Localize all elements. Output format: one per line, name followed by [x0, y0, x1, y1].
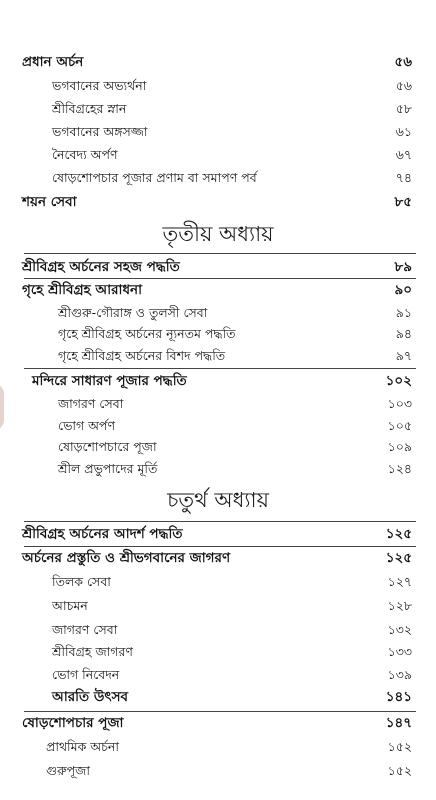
- toc-entry-page: ৭৪: [395, 170, 412, 185]
- toc-entry-title: নৈবেদ্য অর্পণ: [52, 147, 118, 162]
- toc-entry-title: গৃহে শ্রীবিগ্রহ অর্চনের বিশদ পদ্ধতি: [58, 348, 226, 363]
- toc-entry-page: ১০২: [385, 373, 412, 389]
- toc-entry-title: শ্রীল প্রভুপাদের মূর্তি: [58, 461, 158, 476]
- toc-entry: [0, 436, 436, 458]
- toc-entry: [0, 641, 436, 663]
- toc-entry-title: ষোড়শোপচারে পূজা: [58, 439, 157, 454]
- toc-entry-page: ১২৭: [387, 574, 412, 589]
- toc-entry-title: শ্রীবিগ্রহের স্নান: [52, 101, 127, 116]
- toc-entry: [0, 323, 436, 345]
- toc-entry-title: ভোগ নিবেদন: [52, 667, 120, 682]
- toc-entry-title: গুরুপূজা: [46, 763, 90, 778]
- chapter-heading: তৃতীয় অধ্যায়: [162, 222, 274, 246]
- toc-entry: [0, 98, 436, 120]
- toc-entry-title: ভগবানের অঙ্গসজ্জা: [52, 124, 148, 139]
- toc-entry-title: শ্রীবিগ্রহ অর্চনের সহজ পদ্ধতি: [22, 259, 180, 275]
- toc-entry: [0, 51, 436, 73]
- toc-entry-page: ৫৬: [395, 78, 412, 93]
- toc-entry: [0, 370, 436, 392]
- toc-entry-page: ১৪৭: [385, 715, 412, 731]
- toc-entry: [0, 619, 436, 641]
- toc-entry-page: ১২৫: [385, 526, 412, 542]
- toc-entry-page: ১০৯: [387, 439, 412, 454]
- divider: [24, 521, 416, 522]
- toc-entry-title: শ্রীগুরু-গৌরাঙ্গ ও তুলসী সেবা: [58, 305, 208, 320]
- toc-entry: [0, 415, 436, 437]
- toc-entry-title: তিলক সেবা: [52, 574, 111, 589]
- toc-entry: [0, 523, 436, 545]
- toc-entry-title: প্রাথমিক অর্চনা: [46, 739, 119, 754]
- toc-entry: [0, 302, 436, 324]
- toc-entry-page: ১৫২: [387, 763, 412, 778]
- toc-entry: [0, 595, 436, 617]
- toc-entry-page: ৯৭: [395, 348, 412, 363]
- toc-entry-title: আচমন: [52, 598, 88, 613]
- toc-entry-page: ৫৬: [394, 54, 412, 70]
- toc-entry-page: ১০৫: [387, 418, 412, 433]
- toc-entry-page: ৯০: [394, 282, 412, 298]
- toc-entry: [0, 736, 436, 758]
- toc-entry-page: ১২৮: [387, 598, 412, 613]
- toc-entry: [0, 121, 436, 143]
- toc-entry-page: ১৪১: [385, 689, 412, 705]
- toc-entry: [0, 760, 436, 782]
- toc-entry-page: ১০৩: [387, 396, 412, 411]
- divider: [24, 253, 416, 254]
- toc-entry-title: শ্রীবিগ্রহ অর্চনের আদর্শ পদ্ধতি: [22, 526, 183, 542]
- toc-entry: [0, 393, 436, 415]
- toc-entry-title: গৃহে শ্রীবিগ্রহ আরাধনা: [22, 282, 143, 298]
- toc-entry-title: আরতি উৎসব: [52, 689, 129, 705]
- toc-entry-title: প্রধান অর্চন: [22, 54, 84, 70]
- toc-entry-title: মন্দিরে সাধারণ পূজার পদ্ধতি: [32, 373, 187, 389]
- toc-entry-page: ৯৪: [395, 326, 412, 341]
- toc-entry-page: ৫৮: [395, 101, 412, 116]
- toc-entry: [0, 547, 436, 569]
- toc-entry: [0, 686, 436, 708]
- toc-entry-title: ভোগ অর্পণ: [58, 418, 116, 433]
- toc-entry-title: ভগবানের অভ্যর্থনা: [52, 78, 147, 93]
- toc-entry: [0, 256, 436, 278]
- divider: [24, 368, 416, 369]
- toc-entry-page: ৯১: [395, 305, 412, 320]
- toc-entry-title: গৃহে শ্রীবিগ্রহ অর্চনের ন্যূনতম পদ্ধতি: [58, 326, 236, 341]
- toc-entry-page: ১৩২: [387, 622, 412, 637]
- toc-entry-page: ১৫২: [387, 739, 412, 754]
- toc-entry-title: ষোড়শোপচার পূজার প্রণাম বা সমাপণ পর্ব: [52, 170, 257, 185]
- toc-entry-page: ১২৫: [385, 550, 412, 566]
- toc-entry: [0, 167, 436, 189]
- toc-entry-page: ৬১: [395, 124, 412, 139]
- chapter-heading: চতুর্থ অধ্যায়: [167, 488, 269, 512]
- toc-entry-page: ৮৫: [394, 194, 412, 210]
- toc-entry-title: শয়ন সেবা: [22, 194, 77, 210]
- toc-entry: [0, 345, 436, 367]
- toc-entry-title: জাগরণ সেবা: [52, 622, 118, 637]
- toc-entry: [0, 571, 436, 593]
- toc-entry-page: ৮৯: [394, 259, 412, 275]
- toc-entry: [0, 664, 436, 686]
- toc-entry-page: ৬৭: [395, 147, 412, 162]
- toc-entry: [0, 75, 436, 97]
- toc-entry: [0, 458, 436, 480]
- toc-entry: [0, 144, 436, 166]
- toc-entry-title: শ্রীবিগ্রহ জাগরণ: [52, 644, 133, 659]
- toc-entry-page: ১৩৯: [387, 667, 412, 682]
- toc-entry-title: জাগরণ সেবা: [58, 396, 124, 411]
- toc-entry-page: ১৩৩: [387, 644, 412, 659]
- toc-entry-page: ১২৪: [387, 461, 412, 476]
- toc-entry: [0, 279, 436, 301]
- toc-entry-title: ষোড়শোপচার পূজা: [22, 715, 124, 731]
- toc-entry: [0, 712, 436, 734]
- toc-entry: [0, 191, 436, 213]
- toc-entry-title: অর্চনের প্রস্তুতি ও শ্রীভগবানের জাগরণ: [22, 550, 231, 566]
